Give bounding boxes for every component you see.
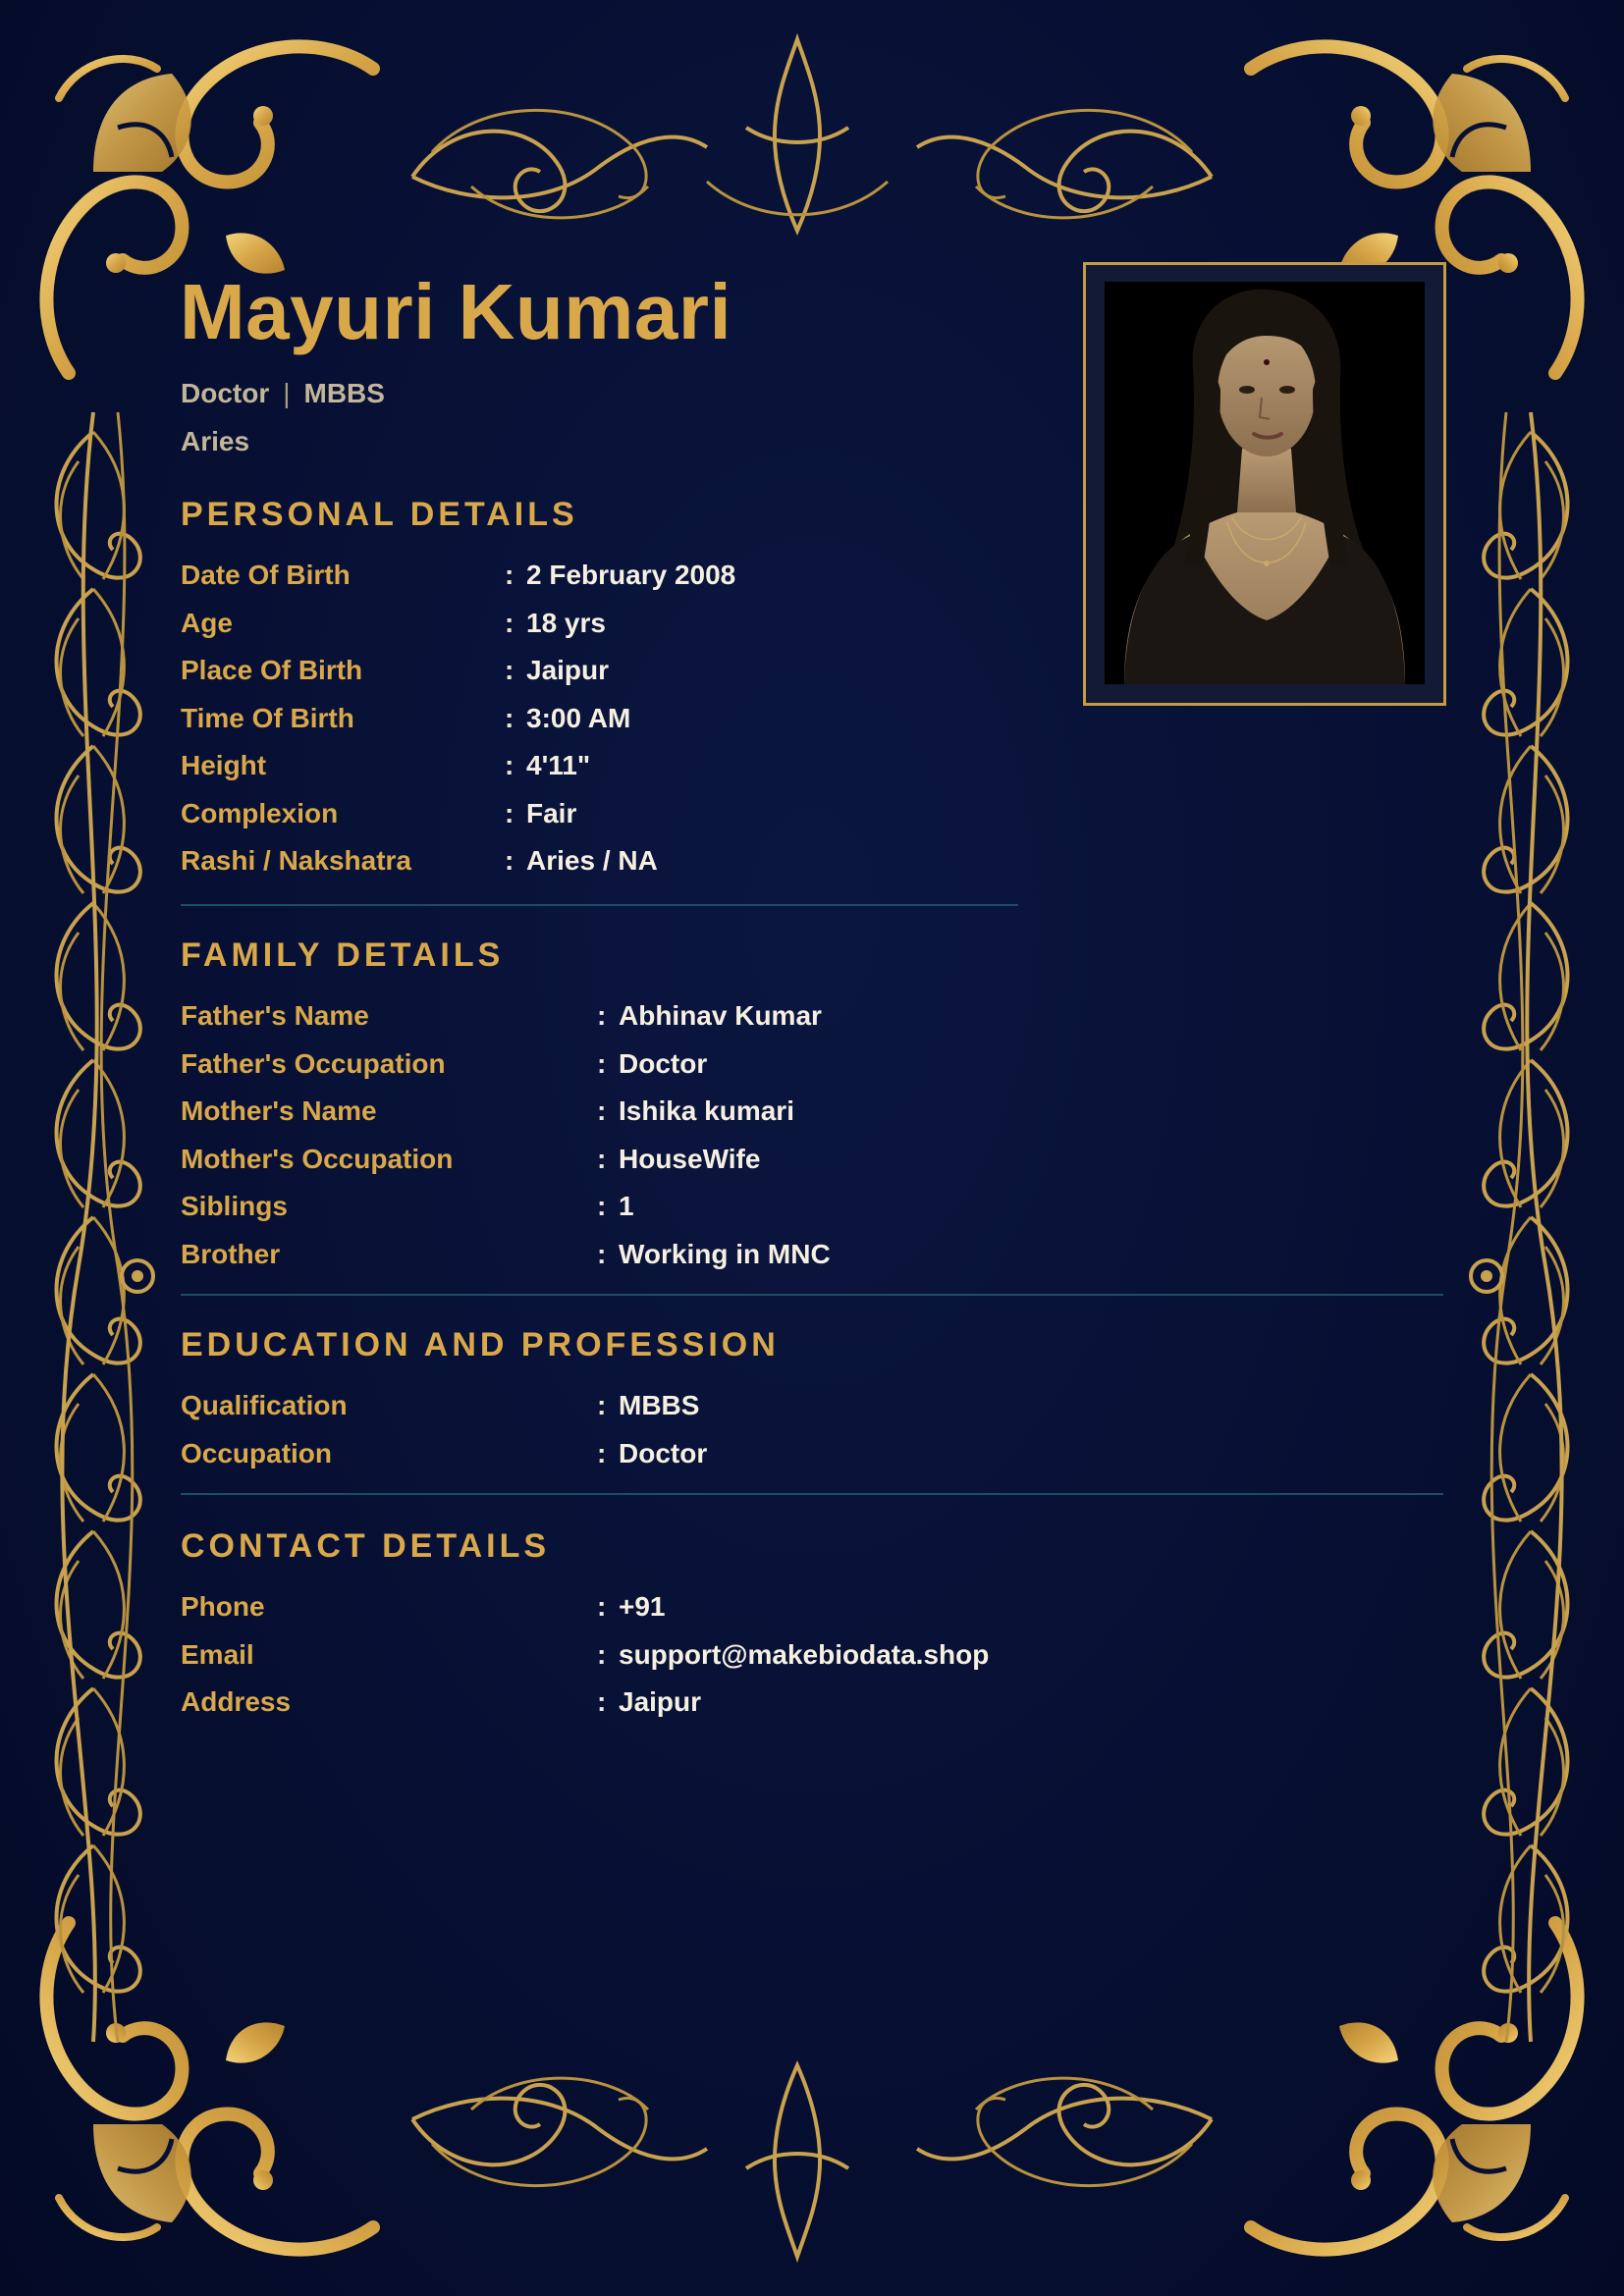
detail-row: Address : Jaipur: [181, 1686, 702, 1717]
education-section: [181, 1326, 1441, 1485]
section-divider: [181, 1493, 1443, 1495]
detail-row: Time Of Birth : 3:00 AM: [181, 702, 631, 733]
portrait-illustration: [1105, 282, 1425, 684]
detail-label: Siblings: [181, 1191, 288, 1221]
detail-label: Date Of Birth: [181, 560, 351, 590]
detail-label: Occupation: [181, 1437, 333, 1468]
detail-value: Doctor: [619, 1437, 708, 1468]
detail-row: Rashi / Nakshatra : Aries / NA: [181, 845, 658, 876]
detail-value: Jaipur: [526, 655, 610, 685]
detail-label: Father's Occupation: [181, 1047, 446, 1079]
detail-value: 3:00 AM: [526, 702, 631, 733]
detail-row: Siblings : 1: [181, 1191, 634, 1221]
profile-name: Mayuri Kumari: [180, 268, 732, 355]
section-divider: [181, 904, 1018, 906]
detail-row: Mother's Occupation : HouseWife: [181, 1143, 761, 1174]
phone-value: +91: [619, 1591, 666, 1622]
personal-details-section: [181, 496, 1015, 893]
detail-value: 1: [619, 1191, 634, 1221]
family-details-section: [181, 936, 1441, 1286]
detail-value: Working in MNC: [619, 1238, 831, 1269]
education-heading: EDUCATION AND PROFESSION: [181, 1326, 780, 1363]
degree: MBBS: [303, 378, 385, 408]
detail-row: Height : 4'11": [181, 750, 591, 780]
address-value: Jaipur: [619, 1686, 702, 1717]
detail-row: Place Of Birth : Jaipur: [181, 655, 610, 685]
contact-heading: CONTACT DETAILS: [181, 1527, 551, 1565]
detail-value: 4'11": [526, 750, 591, 780]
detail-value: 18 yrs: [526, 607, 606, 638]
detail-label: Mother's Occupation: [181, 1143, 454, 1174]
detail-label: Time Of Birth: [181, 702, 354, 733]
detail-row: Complexion : Fair: [181, 797, 577, 828]
detail-label: Address: [181, 1686, 292, 1717]
detail-label: Complexion: [181, 797, 339, 828]
detail-row: Mother's Name : Ishika kumari: [181, 1095, 794, 1126]
detail-label: Mother's Name: [181, 1095, 377, 1126]
section-divider: [181, 1294, 1443, 1296]
detail-row: Occupation : Doctor: [181, 1437, 708, 1468]
detail-label: Qualification: [181, 1390, 348, 1420]
detail-label: Brother: [181, 1238, 281, 1269]
profession: Doctor: [181, 378, 270, 408]
contact-section: [181, 1527, 1441, 1735]
profile-photo: [1105, 282, 1425, 684]
personal-details-heading: PERSONAL DETAILS: [181, 496, 578, 533]
detail-value: MBBS: [619, 1390, 700, 1420]
title-separator: |: [283, 378, 291, 408]
detail-label: Place Of Birth: [181, 655, 363, 685]
detail-label: Email: [181, 1638, 254, 1670]
detail-label: Height: [181, 750, 267, 780]
zodiac-sign: Aries: [181, 426, 250, 456]
detail-row: Age : 18 yrs: [181, 607, 606, 638]
detail-label: Father's Name: [181, 1000, 369, 1031]
detail-value: 2 February 2008: [526, 560, 736, 590]
detail-row: Email : support@makebiodata.shop: [181, 1638, 990, 1670]
detail-label: Age: [181, 607, 233, 638]
email-value: support@makebiodata.shop: [619, 1638, 990, 1670]
detail-row: Father's Occupation : Doctor: [181, 1047, 708, 1079]
detail-row: Phone : +91: [181, 1591, 666, 1622]
profile-title: [181, 378, 385, 409]
detail-value: Ishika kumari: [619, 1095, 794, 1126]
detail-value: Doctor: [619, 1047, 708, 1079]
detail-row: Father's Name : Abhinav Kumar: [181, 1000, 822, 1031]
photo-frame: [1083, 262, 1446, 706]
detail-label: Phone: [181, 1591, 265, 1622]
detail-row: Date Of Birth : 2 February 2008: [181, 560, 736, 590]
detail-value: HouseWife: [619, 1143, 761, 1174]
detail-value: Fair: [526, 797, 577, 828]
detail-label: Rashi / Nakshatra: [181, 845, 411, 876]
detail-row: Qualification : MBBS: [181, 1390, 700, 1420]
detail-value: Aries / NA: [526, 845, 658, 876]
detail-row: Brother : Working in MNC: [181, 1238, 831, 1269]
detail-value: Abhinav Kumar: [619, 1000, 822, 1031]
family-details-heading: FAMILY DETAILS: [181, 936, 505, 974]
